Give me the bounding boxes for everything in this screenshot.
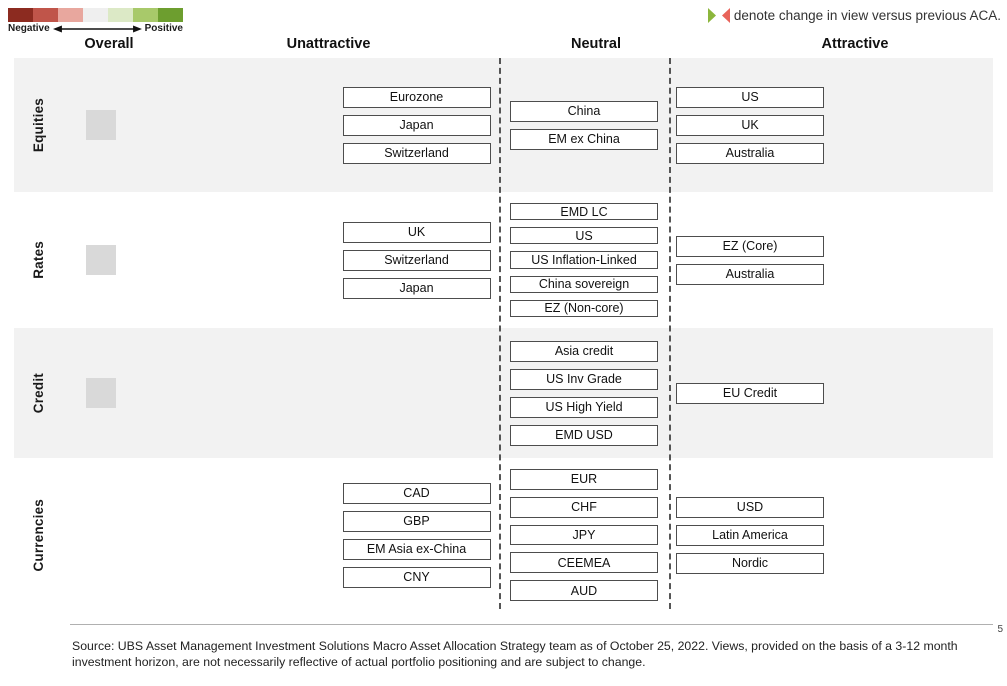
legend-swatch-2 <box>58 8 83 22</box>
legend-color-ramp <box>8 8 183 22</box>
view-item: CHF <box>510 497 658 518</box>
view-item: EMD LC <box>510 203 658 220</box>
overall-score-swatch <box>86 110 116 140</box>
view-item: EM ex China <box>510 129 658 150</box>
view-item: Switzerland <box>343 250 491 271</box>
view-item: China sovereign <box>510 276 658 293</box>
chevron-up-marker-icon <box>708 8 717 23</box>
attractive-items <box>669 328 831 458</box>
footer-divider <box>70 624 993 625</box>
view-item: EU Credit <box>676 383 824 404</box>
view-item: US High Yield <box>510 397 658 418</box>
row-label-cell <box>14 328 164 458</box>
legend-swatch-0 <box>8 8 33 22</box>
attractive-items <box>669 195 831 325</box>
neutral-items <box>499 195 669 325</box>
legend-swatch-3 <box>83 8 108 22</box>
column-header-overall: Overall <box>84 36 134 52</box>
row-label-text: Equities <box>30 97 46 153</box>
legend-positive-label: Positive <box>144 23 183 34</box>
legend-swatch-1 <box>33 8 58 22</box>
change-note-text: denote change in view versus previous ACA. <box>733 8 1001 23</box>
row-label-text: Currencies <box>30 498 46 572</box>
view-item: US Inflation-Linked <box>510 251 658 268</box>
page-number: 5 <box>997 624 1003 635</box>
neutral-boundary-divider-0 <box>499 58 501 609</box>
overall-cell <box>164 328 334 458</box>
view-item: Switzerland <box>343 143 491 164</box>
view-item: EMD USD <box>510 425 658 446</box>
unattractive-items <box>334 461 499 609</box>
spacer-cell <box>831 195 993 325</box>
view-item: Eurozone <box>343 87 491 108</box>
change-note <box>708 8 1001 23</box>
view-item: AUD <box>510 580 658 601</box>
unattractive-cell <box>334 195 499 325</box>
view-item: EUR <box>510 469 658 490</box>
column-header-unattractive: Unattractive <box>286 36 371 52</box>
view-item: Japan <box>343 115 491 136</box>
row-label-cell <box>14 461 164 609</box>
row-label-cell <box>14 58 164 192</box>
column-headers <box>14 36 993 58</box>
row-label <box>26 195 50 325</box>
view-item: Asia credit <box>510 341 658 362</box>
view-item: Australia <box>676 143 824 164</box>
legend-swatch-4 <box>108 8 133 22</box>
neutral-cell <box>499 195 669 325</box>
column-header-attractive: Attractive <box>821 36 889 52</box>
spacer-cell <box>831 58 993 192</box>
neutral-cell <box>499 58 669 192</box>
unattractive-items <box>334 195 499 325</box>
view-item: GBP <box>343 511 491 532</box>
view-item: Latin America <box>676 525 824 546</box>
unattractive-cell <box>334 58 499 192</box>
source-note: Source: UBS Asset Management Investment Solutions Macro Asset Allocation Strategy team as of October 25, 2022. Views, provided on the basis of a 3-12 month investment horizon, are not necessarily reflective of actual portfolio positioning and are subject to change. <box>72 639 958 670</box>
overall-score-swatch <box>86 378 116 408</box>
unattractive-items <box>334 58 499 192</box>
legend-arrow-icon <box>53 24 142 34</box>
legend-labels <box>8 23 183 34</box>
overall-cell <box>164 461 334 609</box>
view-item: CNY <box>343 567 491 588</box>
attractive-items <box>669 58 831 192</box>
unattractive-cell <box>334 461 499 609</box>
row-label-cell <box>14 195 164 325</box>
attractive-cell <box>669 195 831 325</box>
attractive-items <box>669 461 831 609</box>
overall-cell <box>164 58 334 192</box>
view-item: UK <box>676 115 824 136</box>
overall-score-swatch <box>86 245 116 275</box>
view-item: CAD <box>343 483 491 504</box>
row-label <box>26 461 50 609</box>
view-item: EM Asia ex-China <box>343 539 491 560</box>
neutral-cell <box>499 328 669 458</box>
spacer-cell <box>831 461 993 609</box>
view-item: USD <box>676 497 824 518</box>
overall-cell <box>164 195 334 325</box>
spacer-cell <box>831 328 993 458</box>
neutral-items <box>499 328 669 458</box>
view-item: JPY <box>510 525 658 546</box>
row-label <box>26 328 50 458</box>
legend-swatch-6 <box>158 8 183 22</box>
row-label-text: Rates <box>30 241 46 279</box>
grid-row <box>14 461 993 612</box>
attractive-cell <box>669 328 831 458</box>
grid-row <box>14 195 993 328</box>
view-item: US <box>510 227 658 244</box>
neutral-items <box>499 58 669 192</box>
column-header-neutral: Neutral <box>571 36 621 52</box>
neutral-boundary-divider-1 <box>669 58 671 609</box>
view-item: Australia <box>676 264 824 285</box>
view-item: EZ (Core) <box>676 236 824 257</box>
legend-swatch-5 <box>133 8 158 22</box>
row-label <box>26 58 50 192</box>
legend <box>8 8 183 34</box>
neutral-items <box>499 461 669 609</box>
grid-row <box>14 328 993 461</box>
view-item: US <box>676 87 824 108</box>
row-label-text: Credit <box>30 372 46 414</box>
view-item: Japan <box>343 278 491 299</box>
view-item: China <box>510 101 658 122</box>
view-item: EZ (Non-core) <box>510 300 658 317</box>
views-grid <box>14 58 993 612</box>
attractive-cell <box>669 58 831 192</box>
unattractive-items <box>334 328 499 458</box>
unattractive-cell <box>334 328 499 458</box>
neutral-cell <box>499 461 669 609</box>
view-item: Nordic <box>676 553 824 574</box>
legend-negative-label: Negative <box>8 23 50 34</box>
grid-row <box>14 58 993 195</box>
view-item: UK <box>343 222 491 243</box>
view-item: CEEMEA <box>510 552 658 573</box>
view-item: US Inv Grade <box>510 369 658 390</box>
attractive-cell <box>669 461 831 609</box>
chevron-down-marker-icon <box>721 8 730 23</box>
